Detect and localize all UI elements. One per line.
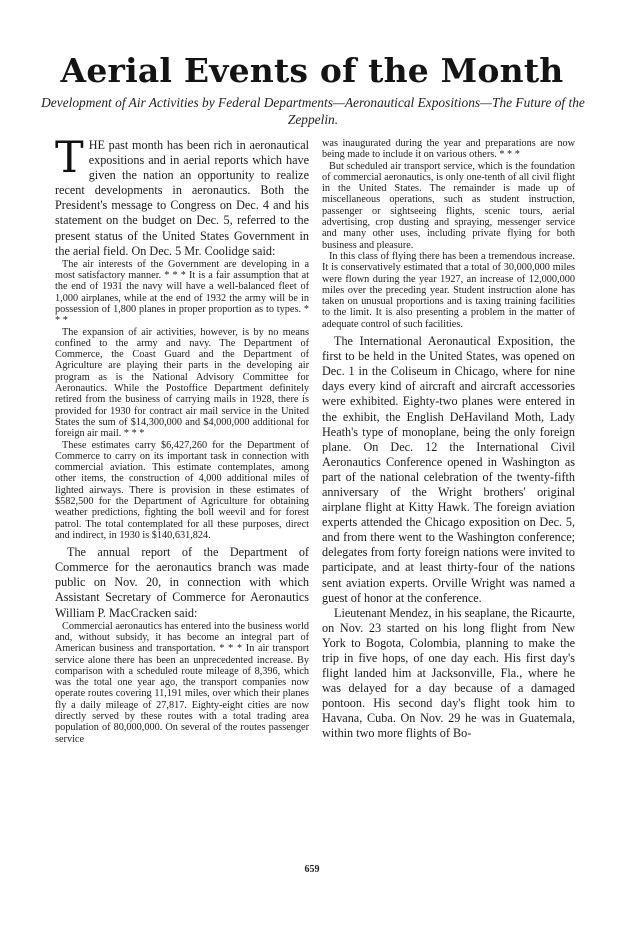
right-column: [322, 138, 575, 742]
article-subtitle: Development of Air Activities by Federal Departments—Aeronautical Expositions—The Future of the Zeppelin.: [41, 95, 585, 127]
quote-paragraph: The expansion of air activities, however, is by no means confined to the army and navy. The Department of Commerce, the Coast Guard and the Department of Agriculture are playing their parts in the developing air program as is the National Advisory Committee for Aeronautics. While the Postoffice Department definitely retired from the business of carrying mails in 1928, there is provided for 1930 for contract air mail service in the United States the sum of $14,300,000 and $4,000,000 additional for foreign air mail. * * *: [55, 326, 309, 440]
left-column: [55, 138, 309, 745]
quote-paragraph: was inaugurated during the year and preparations are now being made to include it on various others. * * *: [322, 138, 575, 161]
quote-paragraph: Commercial aeronautics has entered into the business world and, without subsidy, it has become an integral part of American business and transportation. * * * In air transport service alone there has been an unprecedented increase. By comparison with a scheduled route mileage of 8,396, which was the total one year ago, the transport companies now operate routes covering 11,191 miles, over which their planes fly a daily mileage of 27,817. Eighty-eight cities are now directly served by these routes with a total trading area population of 80,000,000. On several of the routes passenger service: [55, 620, 309, 745]
quote-paragraph: In this class of flying there has been a tremendous increase. It is conservatively estimated that a total of 30,000,000 miles were flown during the year 1927, an increase of 12,000,000 miles over the preceding year. Student instruction alone has taken on unusual proportions and is taxing training facilities to the limit. It is also presenting a problem in the matter of adequate control of such facilities.: [322, 250, 575, 330]
body-paragraph: The International Aeronautical Exposition, the first to be held in the United States, was opened on Dec. 1 in the Coliseum in Chicago, where for nine days every kind of aircraft and aircraft accessories were exhibited. Eighty-two planes were entered in the exhibit, the English DeHaviland Moth, Lady Heath's type of monoplane, being the only foreign plane. On Dec. 12 the International Civil Aeronautics Conference opened in Washington as part of the national celebration of the twenty-fifth anniversary of the Wright brothers' original airplane flight at Kitty Hawk. The foreign aviation experts attended the Chicago exposition on Dec. 5, and from there went to the Washington conference; delegates from forty foreign nations were invited to participate, and at least thirty-four of the nations sent aviation experts. Orville Wright was named a guest of honor at the conference.: [322, 334, 575, 605]
quote-paragraph: But scheduled air transport service, which is the foundation of commercial aeronautics, is only one-tenth of all civil flight in the United States. The remainder is made up of miscellaneous operations, such as student instruction, passenger or sightseeing flights, scenic tours, aerial advertising, crop dusting and spraying, messenger service and many other uses, including private flying for both business and pleasure.: [322, 160, 575, 251]
quote-paragraph: The air interests of the Government are developing in a most satisfactory manner. * * * It is a fair assumption that at the end of 1931 the navy will have a well-balanced fleet of 1,000 airplanes, while at the end of 1932 the army will be in possession of 1,800 planes in proper proportion as to types. * * *: [55, 258, 309, 327]
body-paragraph: The annual report of the Department of Commerce for the aeronautics branch was made public on Nov. 20, in connection with which Assistant Secretary of Commerce for Aeronautics William P. MacCracken said:: [55, 545, 309, 620]
lead-paragraph: [55, 138, 309, 259]
body-paragraph: Lieutenant Mendez, in his seaplane, the Ricaurte, on Nov. 23 started on his long flight from New York to Bogota, Colombia, planning to make the trip in five hops, of one day each. His first day's flight landed him at Jacksonville, Fla., where he was delayed for a day because of a damaged pontoon. His second day's flight took him to Havana, Cuba. On Nov. 29 he was in Guatemala, within two more flights of Bo-: [322, 605, 575, 741]
page-number: 659: [304, 864, 320, 875]
lead-paragraph-text: HE past month has been rich in aeronautical expositions and in aerial reports which have given the nation an opportunity to realize recent developments in aeronautics. Both the President's message to Congress on Dec. 4 and his statement on the budget on Dec. 5, referred to the present status of the United States Government in the aerial field. On Dec. 5 Mr. Coolidge said:: [55, 138, 309, 258]
article-title: Aerial Events of the Month: [60, 51, 564, 90]
drop-cap: T: [55, 138, 84, 183]
quote-paragraph: These estimates carry $6,427,260 for the Department of Commerce to carry on its important task in connection with commercial aviation. This estimate contemplates, among other items, the construction of 4,000 additional miles of lighted airways. There is provision in these estimates of $582,500 for the Department of Agriculture for obtaining weather predictions, fighting the boll weevil and for forest patrol. The total contemplated for all these purposes, direct and indirect, in 1930 is $140,631,824.: [55, 439, 309, 541]
